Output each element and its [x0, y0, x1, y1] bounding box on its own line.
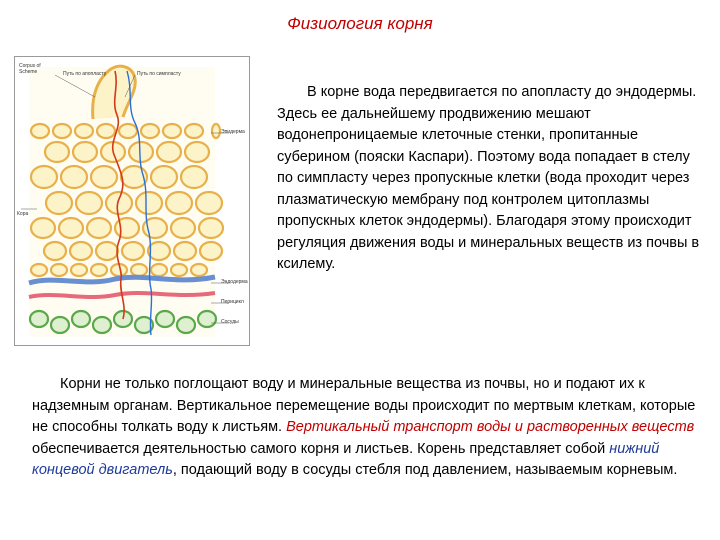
tissue-cell: [148, 242, 170, 260]
tissue-cell: [31, 264, 47, 276]
tissue-cell: [191, 264, 207, 276]
figure-label-pericycle: Перицикл: [221, 299, 244, 305]
tissue-cell: [106, 192, 132, 214]
paragraph2-text-2: обеспечивается деятельностью самого корня и листьев. Корень представляет собой: [32, 440, 610, 457]
tissue-cell: [71, 264, 87, 276]
root-tissue-illustration: [15, 57, 249, 345]
tissue-cell: [73, 142, 97, 162]
figure-label-top: Corpus of Scheme: [19, 63, 41, 75]
tissue-cell: [31, 124, 49, 138]
tissue-cell: [185, 124, 203, 138]
root-cross-section-figure: [14, 56, 250, 346]
page-title: Физиология корня: [287, 14, 433, 33]
tissue-cell: [97, 124, 115, 138]
paragraph-root-pressure: [32, 374, 702, 482]
tissue-cell: [129, 142, 153, 162]
figure-label-xylem: Сосуды: [221, 319, 239, 325]
tissue-cell: [91, 264, 107, 276]
tissue-cell: [87, 218, 111, 238]
tissue-cell: [196, 192, 222, 214]
tissue-cell: [45, 142, 69, 162]
tissue-cell: [157, 142, 181, 162]
tissue-cell: [59, 218, 83, 238]
tissue-cell: [151, 166, 177, 188]
tissue-cell: [76, 192, 102, 214]
paragraph2-highlight-lower-motor: нижний концевой двигатель: [32, 440, 660, 478]
tissue-cell: [70, 242, 92, 260]
tissue-cell: [53, 124, 71, 138]
tissue-cell: [46, 192, 72, 214]
xylem-cell: [51, 317, 69, 333]
figure-label-symplast: Путь по симпласту: [137, 71, 181, 77]
tissue-cell: [119, 124, 137, 138]
tissue-cell: [171, 218, 195, 238]
tissue-cell: [96, 242, 118, 260]
paragraph2-text-1: Корни не только поглощают воду и минеральные вещества из почвы, но и подают их к надземным органам. Вертикальное перемещение воды происходит по мертвым клеткам, которые не способны толкать воду к листьям.: [32, 376, 696, 435]
tissue-cell: [141, 124, 159, 138]
xylem-cell: [93, 317, 111, 333]
tissue-cell: [136, 192, 162, 214]
tissue-cell: [61, 166, 87, 188]
tissue-cell: [174, 242, 196, 260]
xylem-cell: [72, 311, 90, 327]
figure-label-epidermis: Эпидерма: [221, 129, 245, 135]
tissue-cell: [131, 264, 147, 276]
tissue-cell: [163, 124, 181, 138]
tissue-cell: [181, 166, 207, 188]
tissue-cell: [75, 124, 93, 138]
xylem-cell: [177, 317, 195, 333]
tissue-cell: [91, 166, 117, 188]
tissue-cell: [171, 264, 187, 276]
tissue-cell: [212, 124, 220, 138]
figure-label-endodermis: Эндодерма: [221, 279, 248, 285]
figure-label-apoplast: Путь по апопласту: [63, 71, 107, 77]
tissue-cell: [200, 242, 222, 260]
tissue-cell: [31, 166, 57, 188]
tissue-cell: [151, 264, 167, 276]
figure-label-cortex: Кора: [17, 211, 29, 217]
tissue-cell: [199, 218, 223, 238]
tissue-cell: [51, 264, 67, 276]
tissue-cell: [31, 218, 55, 238]
paragraph2-highlight-vertical-transport: Вертикальный транспорт воды и растворенных веществ: [286, 419, 695, 435]
xylem-cell: [156, 311, 174, 327]
tissue-cell: [166, 192, 192, 214]
paragraph2-text-3: , подающий воду в сосуды стебля под давлением, называемым корневым.: [172, 462, 678, 478]
xylem-cell: [198, 311, 216, 327]
tissue-cell: [122, 242, 144, 260]
xylem-cell: [30, 311, 48, 327]
tissue-cell: [185, 142, 209, 162]
tissue-cell: [44, 242, 66, 260]
paragraph-apoplast-symplast: В корне вода передвигается по апопласту до эндодермы. Здесь ее дальнейшему продвижению мешают водонепроницаемые клеточные стенки, пропитанные суберином (пояски Каспари). Поэтому вода попадает в стелу по симпласту через пропускные клетки (вода проходит через плазматическую мембрану под контролем цитоплазмы пропускных клеток эндодермы). Благодаря этому происходит регуляция движения воды и минеральных веществ из почвы в ксилему.: [277, 84, 700, 272]
